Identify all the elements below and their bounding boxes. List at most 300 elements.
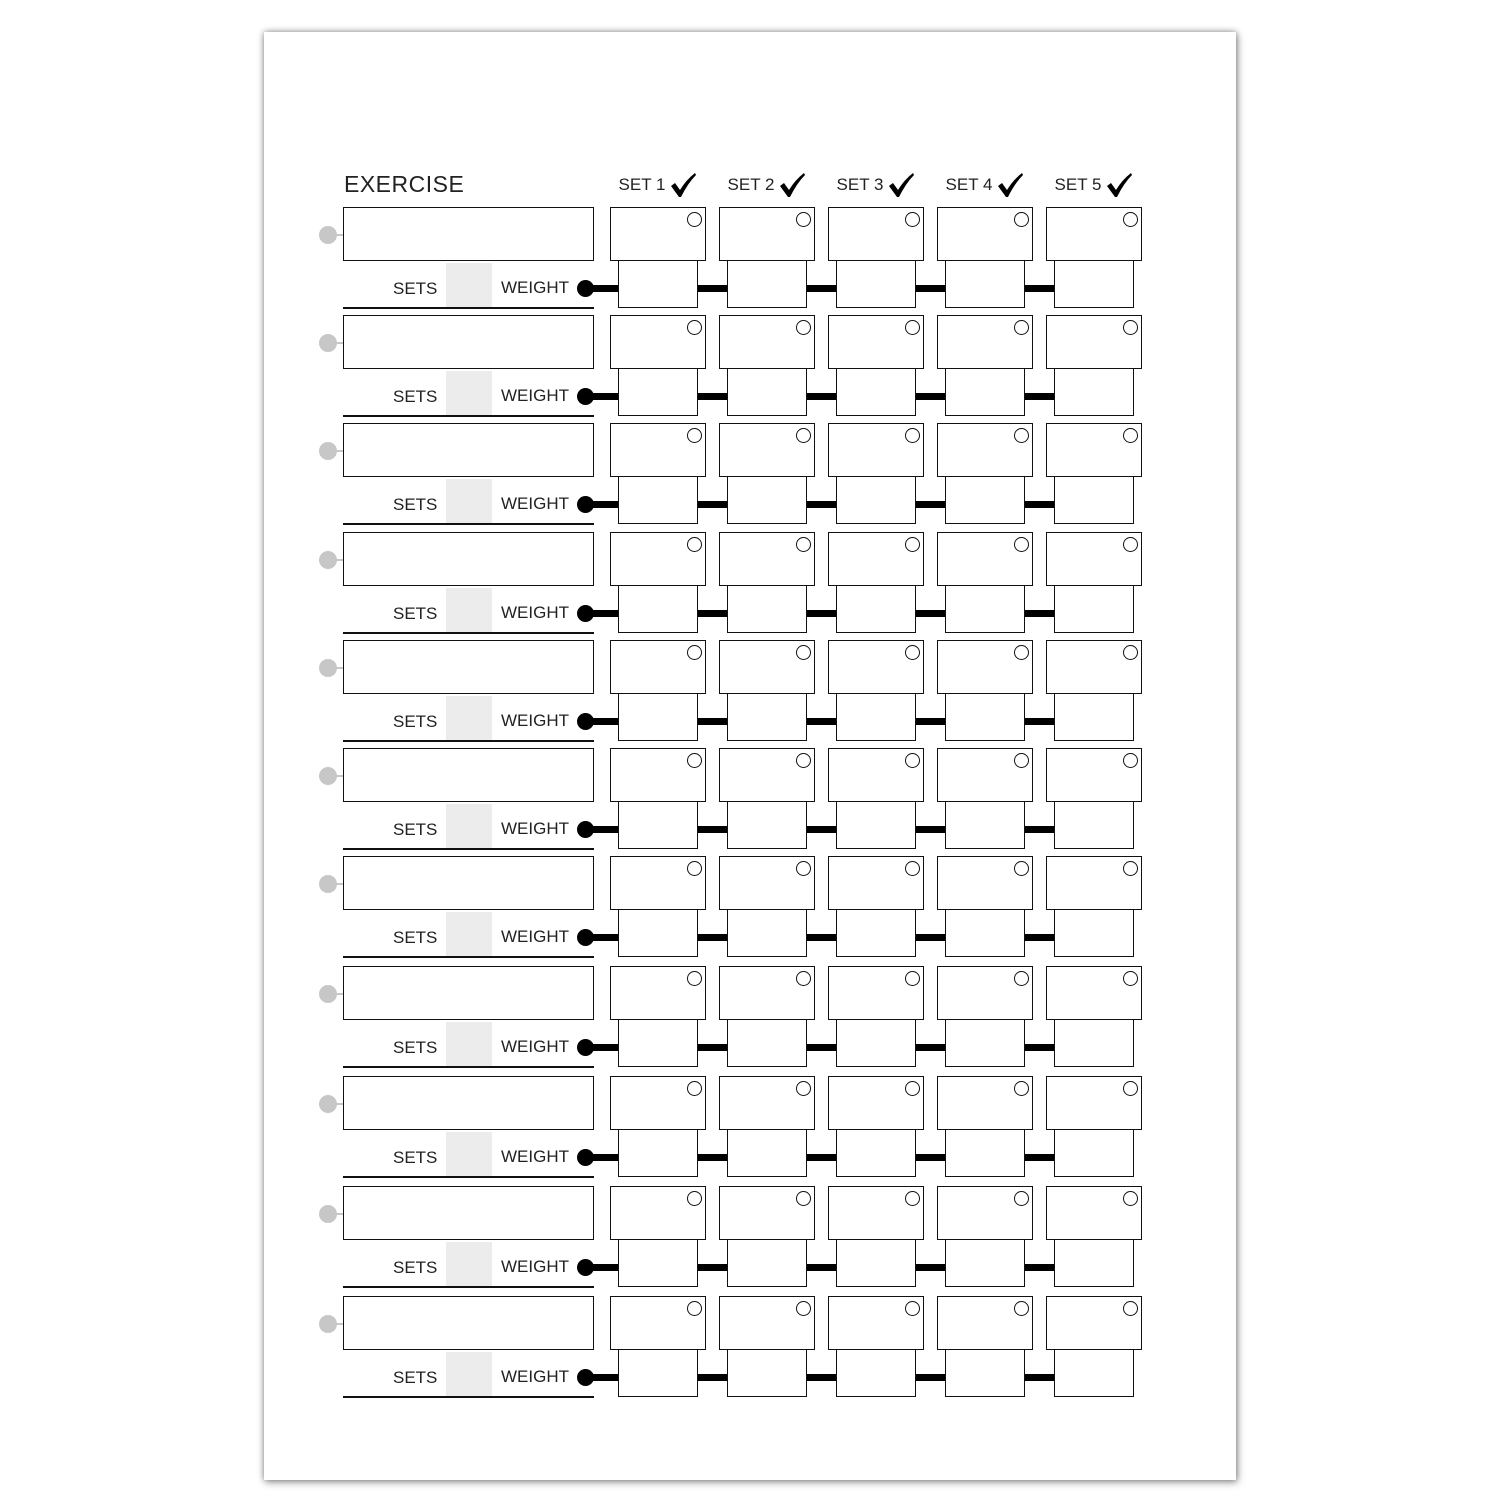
reps-field[interactable] — [610, 966, 706, 1020]
weight-field[interactable] — [618, 1019, 698, 1067]
set-complete-checkbox[interactable] — [687, 971, 702, 986]
weight-field[interactable] — [618, 585, 698, 633]
sets-label: SETS — [393, 820, 438, 839]
set-complete-checkbox[interactable] — [1014, 320, 1029, 335]
reps-field[interactable] — [719, 1296, 815, 1350]
set-complete-checkbox[interactable] — [687, 537, 702, 552]
set-complete-checkbox[interactable] — [796, 971, 811, 986]
reps-field[interactable] — [828, 1186, 924, 1240]
weight-field[interactable] — [945, 1349, 1025, 1397]
reps-field[interactable] — [828, 856, 924, 910]
weight-field[interactable] — [618, 260, 698, 308]
set-cell-3 — [828, 315, 924, 417]
set-cell-1 — [610, 1296, 706, 1398]
set-complete-checkbox[interactable] — [905, 861, 920, 876]
weight-bullet-icon — [577, 1369, 594, 1386]
weight-bullet-icon — [577, 496, 594, 513]
weight-field[interactable] — [618, 1129, 698, 1177]
sets-label: SETS — [393, 604, 438, 623]
reps-field[interactable] — [937, 966, 1033, 1020]
row-divider — [343, 1176, 594, 1178]
set-cell-1 — [610, 315, 706, 417]
set-cell-4 — [937, 1296, 1033, 1398]
set-cell-4 — [937, 315, 1033, 417]
set-cell-4 — [937, 1076, 1033, 1178]
reps-field[interactable] — [610, 1076, 706, 1130]
weight-field[interactable] — [618, 1239, 698, 1287]
reps-field[interactable] — [937, 1076, 1033, 1130]
set-complete-checkbox[interactable] — [1014, 212, 1029, 227]
weight-field[interactable] — [945, 585, 1025, 633]
weight-field[interactable] — [1054, 693, 1134, 741]
weight-field[interactable] — [727, 476, 807, 524]
reps-field[interactable] — [719, 532, 815, 586]
checkmark-icon — [778, 172, 806, 198]
weight-field[interactable] — [945, 1019, 1025, 1067]
set-heading-label: SET 4 — [945, 175, 993, 194]
set-cell-3 — [828, 1296, 924, 1398]
set-complete-checkbox[interactable] — [687, 212, 702, 227]
weight-field[interactable] — [727, 693, 807, 741]
set-complete-checkbox[interactable] — [1014, 537, 1029, 552]
reps-field[interactable] — [719, 1076, 815, 1130]
set-heading-label: SET 3 — [836, 175, 884, 194]
weight-field[interactable] — [836, 1239, 916, 1287]
exercise-name-field[interactable] — [343, 1186, 594, 1240]
reps-field[interactable] — [719, 315, 815, 369]
set-complete-checkbox[interactable] — [1014, 645, 1029, 660]
weight-field[interactable] — [618, 1349, 698, 1397]
weight-bullet-icon — [577, 1039, 594, 1056]
set-cell-3 — [828, 1186, 924, 1288]
reps-field[interactable] — [828, 640, 924, 694]
sets-count-field[interactable] — [446, 1022, 492, 1067]
set-complete-checkbox[interactable] — [1123, 971, 1138, 986]
set-cell-5 — [1046, 315, 1142, 417]
binder-hole-tick — [334, 1323, 343, 1325]
set-complete-checkbox[interactable] — [1123, 861, 1138, 876]
exercise-name-field[interactable] — [343, 856, 594, 910]
checkmark-icon — [996, 172, 1024, 198]
weight-label: WEIGHT — [501, 711, 569, 730]
weight-field[interactable] — [945, 1129, 1025, 1177]
set-complete-checkbox[interactable] — [1123, 212, 1138, 227]
reps-field[interactable] — [1046, 532, 1142, 586]
set-complete-checkbox[interactable] — [905, 428, 920, 443]
set-complete-checkbox[interactable] — [905, 645, 920, 660]
set-cell-4 — [937, 532, 1033, 634]
reps-field[interactable] — [937, 640, 1033, 694]
set-cell-2 — [719, 966, 815, 1068]
exercise-name-field[interactable] — [343, 1076, 594, 1130]
binder-hole-tick — [334, 234, 343, 236]
set-cell-1 — [610, 1076, 706, 1178]
weight-field[interactable] — [1054, 1239, 1134, 1287]
row-divider — [343, 848, 594, 850]
set-cell-1 — [610, 532, 706, 634]
exercise-name-field[interactable] — [343, 748, 594, 802]
exercise-row — [0, 423, 1500, 527]
exercise-name-field[interactable] — [343, 207, 594, 261]
weight-label: WEIGHT — [501, 1257, 569, 1276]
exercise-name-field[interactable] — [343, 640, 594, 694]
weight-label: WEIGHT — [501, 819, 569, 838]
weight-field[interactable] — [836, 585, 916, 633]
set-complete-checkbox[interactable] — [687, 861, 702, 876]
set-cell-1 — [610, 423, 706, 525]
set-cell-1 — [610, 1186, 706, 1288]
reps-field[interactable] — [1046, 1296, 1142, 1350]
set-complete-checkbox[interactable] — [905, 320, 920, 335]
set-cell-4 — [937, 423, 1033, 525]
set-cell-1 — [610, 966, 706, 1068]
row-divider — [343, 1066, 594, 1068]
sets-count-field[interactable] — [446, 588, 492, 633]
sets-count-field[interactable] — [446, 1132, 492, 1177]
reps-field[interactable] — [828, 748, 924, 802]
weight-label: WEIGHT — [501, 927, 569, 946]
weight-field[interactable] — [1054, 1349, 1134, 1397]
weight-field[interactable] — [727, 909, 807, 957]
weight-field[interactable] — [1054, 1129, 1134, 1177]
set-complete-checkbox[interactable] — [796, 212, 811, 227]
exercise-row — [0, 856, 1500, 960]
weight-field[interactable] — [836, 476, 916, 524]
weight-field[interactable] — [945, 368, 1025, 416]
exercise-row — [0, 640, 1500, 744]
weight-field[interactable] — [1054, 585, 1134, 633]
exercise-row — [0, 1296, 1500, 1400]
weight-field[interactable] — [727, 260, 807, 308]
checkmark-icon — [887, 172, 915, 198]
set-heading-label: SET 2 — [727, 175, 775, 194]
set-complete-checkbox[interactable] — [687, 428, 702, 443]
weight-field[interactable] — [727, 1129, 807, 1177]
weight-field[interactable] — [836, 909, 916, 957]
set-cell-2 — [719, 856, 815, 958]
set-cell-2 — [719, 423, 815, 525]
weight-field[interactable] — [727, 1239, 807, 1287]
set-cell-5 — [1046, 748, 1142, 850]
exercise-row — [0, 532, 1500, 636]
weight-label: WEIGHT — [501, 1037, 569, 1056]
weight-field[interactable] — [618, 693, 698, 741]
set-cell-2 — [719, 748, 815, 850]
weight-bullet-icon — [577, 713, 594, 730]
set-complete-checkbox[interactable] — [1014, 1191, 1029, 1206]
reps-field[interactable] — [937, 748, 1033, 802]
set-complete-checkbox[interactable] — [905, 1301, 920, 1316]
weight-field[interactable] — [836, 1129, 916, 1177]
sets-count-field[interactable] — [446, 1242, 492, 1287]
reps-field[interactable] — [719, 966, 815, 1020]
reps-field[interactable] — [719, 423, 815, 477]
set-complete-checkbox[interactable] — [1123, 753, 1138, 768]
reps-field[interactable] — [1046, 1186, 1142, 1240]
weight-field[interactable] — [945, 1239, 1025, 1287]
set-cell-2 — [719, 207, 815, 309]
reps-field[interactable] — [828, 423, 924, 477]
set-complete-checkbox[interactable] — [1014, 861, 1029, 876]
set-complete-checkbox[interactable] — [1123, 1301, 1138, 1316]
set-heading-label: SET 5 — [1054, 175, 1102, 194]
weight-field[interactable] — [727, 1019, 807, 1067]
set-cell-2 — [719, 1076, 815, 1178]
set-heading-4 — [925, 170, 1045, 200]
sets-label: SETS — [393, 387, 438, 406]
set-complete-checkbox[interactable] — [1014, 1301, 1029, 1316]
set-complete-checkbox[interactable] — [687, 645, 702, 660]
reps-field[interactable] — [719, 1186, 815, 1240]
set-complete-checkbox[interactable] — [1014, 971, 1029, 986]
set-complete-checkbox[interactable] — [687, 320, 702, 335]
set-complete-checkbox[interactable] — [796, 645, 811, 660]
binder-hole-tick — [334, 883, 343, 885]
set-cell-3 — [828, 532, 924, 634]
binder-hole-tick — [334, 775, 343, 777]
reps-field[interactable] — [828, 1296, 924, 1350]
set-cell-5 — [1046, 856, 1142, 958]
set-complete-checkbox[interactable] — [905, 753, 920, 768]
weight-field[interactable] — [1054, 909, 1134, 957]
exercise-name-field[interactable] — [343, 1296, 594, 1350]
binder-hole-tick — [334, 559, 343, 561]
set-complete-checkbox[interactable] — [687, 753, 702, 768]
reps-field[interactable] — [610, 532, 706, 586]
reps-field[interactable] — [937, 423, 1033, 477]
weight-field[interactable] — [836, 260, 916, 308]
sets-count-field[interactable] — [446, 479, 492, 524]
set-cell-3 — [828, 423, 924, 525]
exercise-name-field[interactable] — [343, 423, 594, 477]
binder-hole-tick — [334, 667, 343, 669]
set-complete-checkbox[interactable] — [796, 428, 811, 443]
reps-field[interactable] — [937, 315, 1033, 369]
set-cell-1 — [610, 856, 706, 958]
weight-field[interactable] — [836, 693, 916, 741]
set-cell-3 — [828, 856, 924, 958]
reps-field[interactable] — [719, 748, 815, 802]
weight-field[interactable] — [945, 909, 1025, 957]
set-complete-checkbox[interactable] — [905, 537, 920, 552]
set-complete-checkbox[interactable] — [1123, 1081, 1138, 1096]
exercise-row — [0, 315, 1500, 419]
weight-bullet-icon — [577, 280, 594, 297]
set-complete-checkbox[interactable] — [687, 1301, 702, 1316]
set-cell-3 — [828, 966, 924, 1068]
row-divider — [343, 523, 594, 525]
reps-field[interactable] — [719, 856, 815, 910]
row-divider — [343, 740, 594, 742]
reps-field[interactable] — [828, 207, 924, 261]
sets-label: SETS — [393, 928, 438, 947]
weight-field[interactable] — [945, 260, 1025, 308]
reps-field[interactable] — [1046, 966, 1142, 1020]
weight-field[interactable] — [618, 801, 698, 849]
set-cell-2 — [719, 532, 815, 634]
sets-count-field[interactable] — [446, 804, 492, 849]
weight-field[interactable] — [945, 801, 1025, 849]
reps-field[interactable] — [610, 640, 706, 694]
weight-field[interactable] — [1054, 368, 1134, 416]
binder-hole-tick — [334, 1103, 343, 1105]
sets-count-field[interactable] — [446, 1352, 492, 1397]
reps-field[interactable] — [828, 315, 924, 369]
reps-field[interactable] — [1046, 315, 1142, 369]
sets-label: SETS — [393, 495, 438, 514]
reps-field[interactable] — [610, 315, 706, 369]
reps-field[interactable] — [610, 207, 706, 261]
weight-field[interactable] — [618, 476, 698, 524]
set-cell-5 — [1046, 207, 1142, 309]
set-heading-label: SET 1 — [618, 175, 666, 194]
set-complete-checkbox[interactable] — [1123, 320, 1138, 335]
exercise-name-field[interactable] — [343, 966, 594, 1020]
weight-bullet-icon — [577, 821, 594, 838]
reps-field[interactable] — [610, 748, 706, 802]
binder-hole-tick — [334, 342, 343, 344]
checkmark-icon — [1105, 172, 1133, 198]
row-divider — [343, 1286, 594, 1288]
row-divider — [343, 307, 594, 309]
weight-field[interactable] — [618, 909, 698, 957]
set-heading-2 — [707, 170, 827, 200]
reps-field[interactable] — [937, 207, 1033, 261]
weight-field[interactable] — [727, 368, 807, 416]
set-heading-5 — [1034, 170, 1154, 200]
weight-bullet-icon — [577, 605, 594, 622]
set-complete-checkbox[interactable] — [905, 212, 920, 227]
weight-label: WEIGHT — [501, 494, 569, 513]
weight-bullet-icon — [577, 1149, 594, 1166]
reps-field[interactable] — [1046, 856, 1142, 910]
exercise-row — [0, 1076, 1500, 1180]
set-cell-5 — [1046, 1296, 1142, 1398]
set-cell-5 — [1046, 1076, 1142, 1178]
sets-count-field[interactable] — [446, 371, 492, 416]
set-complete-checkbox[interactable] — [687, 1191, 702, 1206]
set-complete-checkbox[interactable] — [687, 1081, 702, 1096]
reps-field[interactable] — [1046, 1076, 1142, 1130]
reps-field[interactable] — [1046, 207, 1142, 261]
reps-field[interactable] — [610, 856, 706, 910]
set-cell-4 — [937, 1186, 1033, 1288]
sets-label: SETS — [393, 1038, 438, 1057]
set-complete-checkbox[interactable] — [1014, 1081, 1029, 1096]
weight-field[interactable] — [1054, 801, 1134, 849]
set-complete-checkbox[interactable] — [1014, 753, 1029, 768]
reps-field[interactable] — [937, 1296, 1033, 1350]
weight-field[interactable] — [1054, 1019, 1134, 1067]
reps-field[interactable] — [719, 207, 815, 261]
set-cell-4 — [937, 207, 1033, 309]
row-divider — [343, 632, 594, 634]
weight-bullet-icon — [577, 929, 594, 946]
reps-field[interactable] — [828, 532, 924, 586]
exercise-column-heading: EXERCISE — [344, 171, 465, 197]
weight-field[interactable] — [836, 1019, 916, 1067]
reps-field[interactable] — [610, 423, 706, 477]
weight-label: WEIGHT — [501, 603, 569, 622]
weight-field[interactable] — [727, 801, 807, 849]
reps-field[interactable] — [937, 532, 1033, 586]
reps-field[interactable] — [610, 1296, 706, 1350]
set-complete-checkbox[interactable] — [796, 320, 811, 335]
weight-field[interactable] — [836, 1349, 916, 1397]
row-divider — [343, 415, 594, 417]
set-heading-1 — [598, 170, 718, 200]
set-complete-checkbox[interactable] — [905, 1081, 920, 1096]
weight-field[interactable] — [1054, 260, 1134, 308]
reps-field[interactable] — [828, 1076, 924, 1130]
sets-label: SETS — [393, 279, 438, 298]
set-complete-checkbox[interactable] — [796, 1191, 811, 1206]
exercise-row — [0, 1186, 1500, 1290]
weight-field[interactable] — [836, 801, 916, 849]
set-complete-checkbox[interactable] — [796, 753, 811, 768]
weight-label: WEIGHT — [501, 1147, 569, 1166]
set-complete-checkbox[interactable] — [1123, 537, 1138, 552]
weight-field[interactable] — [727, 585, 807, 633]
exercise-name-field[interactable] — [343, 315, 594, 369]
reps-field[interactable] — [1046, 640, 1142, 694]
reps-field[interactable] — [610, 1186, 706, 1240]
sets-count-field[interactable] — [446, 696, 492, 741]
weight-label: WEIGHT — [501, 1367, 569, 1386]
weight-bullet-icon — [577, 388, 594, 405]
set-cell-5 — [1046, 1186, 1142, 1288]
set-heading-3 — [816, 170, 936, 200]
exercise-row — [0, 966, 1500, 1070]
set-complete-checkbox[interactable] — [1123, 428, 1138, 443]
set-complete-checkbox[interactable] — [796, 1301, 811, 1316]
binder-hole-tick — [334, 450, 343, 452]
reps-field[interactable] — [937, 856, 1033, 910]
sets-count-field[interactable] — [446, 263, 492, 308]
weight-label: WEIGHT — [501, 278, 569, 297]
weight-field[interactable] — [945, 476, 1025, 524]
weight-field[interactable] — [836, 368, 916, 416]
set-complete-checkbox[interactable] — [905, 1191, 920, 1206]
sets-label: SETS — [393, 712, 438, 731]
set-complete-checkbox[interactable] — [796, 537, 811, 552]
set-complete-checkbox[interactable] — [1014, 428, 1029, 443]
reps-field[interactable] — [937, 1186, 1033, 1240]
set-cell-3 — [828, 748, 924, 850]
set-complete-checkbox[interactable] — [905, 971, 920, 986]
reps-field[interactable] — [828, 966, 924, 1020]
set-cell-3 — [828, 640, 924, 742]
set-complete-checkbox[interactable] — [1123, 1191, 1138, 1206]
set-complete-checkbox[interactable] — [796, 861, 811, 876]
reps-field[interactable] — [1046, 423, 1142, 477]
set-cell-4 — [937, 856, 1033, 958]
set-complete-checkbox[interactable] — [796, 1081, 811, 1096]
binder-hole-tick — [334, 993, 343, 995]
set-complete-checkbox[interactable] — [1123, 645, 1138, 660]
weight-field[interactable] — [945, 693, 1025, 741]
reps-field[interactable] — [1046, 748, 1142, 802]
checkmark-icon — [669, 172, 697, 198]
weight-field[interactable] — [618, 368, 698, 416]
reps-field[interactable] — [719, 640, 815, 694]
sets-count-field[interactable] — [446, 912, 492, 957]
weight-field[interactable] — [727, 1349, 807, 1397]
sets-label: SETS — [393, 1148, 438, 1167]
exercise-name-field[interactable] — [343, 532, 594, 586]
weight-field[interactable] — [1054, 476, 1134, 524]
set-cell-5 — [1046, 966, 1142, 1068]
